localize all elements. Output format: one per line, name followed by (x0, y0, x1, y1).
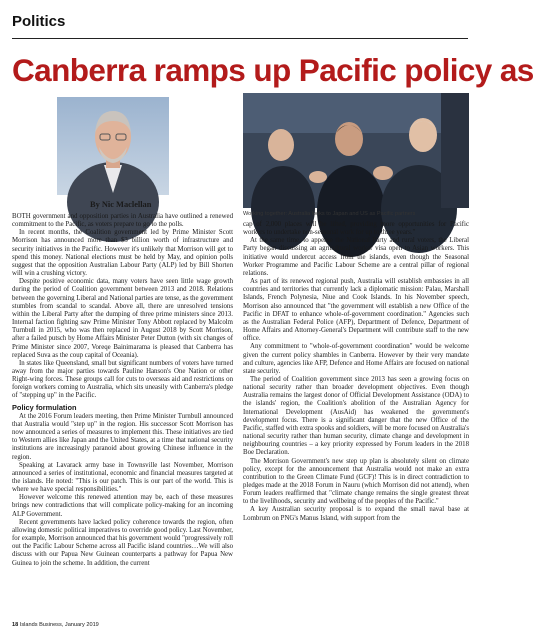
paragraph: Despite positive economic data, many voters have seen little wage growth during the period of Coalition government between 2013 and 2018. Relations between the governing Liberal and National parties are tense, as the government stumbles from scandal to scandal. Above all, there are unresolved tensions within the Liberal Party after the dumping of three prime ministers since 2013. Internal faction fighting saw Prime Minister Tony Abbott replaced by Malcolm Turnbull in 2015, who was then replaced in August 2018 by Scott Morrison, after a failed putsch by Home Affairs Minister Peter Dutton (with six changes of Prime Minister since 2007, Voreqe Bainimarama is pleased that Canberra has replaced Suva as the coup capital of Oceania). (12, 278, 233, 359)
paragraph: Any commitment to "whole-of-government coordination" would be welcome given the current policy shambles in Canberra. However by their very mandate and culture, agencies like AFP, Defence and Home Affairs are focused on national state security. (243, 343, 469, 375)
issue-date: January 2019 (64, 622, 99, 628)
page-number: 18 (12, 622, 19, 628)
paragraph: Recent governments have lacked policy coherence towards the region, often allowing domestic political imperatives to override good policy. Last November, for example, Morrison announced that his government would "progressively roll out the Pacific Labour Scheme across all Pacific island countries…We will also discuss with our Papua New Guinean counterparts a pathway for Papua New Guinea to join the scheme. In addition, the current (12, 518, 233, 567)
photo-caption: Working together: Australia looks to Japan and US as Pacific partners (243, 211, 416, 217)
article-column-2 (243, 221, 469, 523)
paragraph: cap of 2,000 places will be lifted, providing more opportunities for Pacific workers to undertake non-seasonal work for up to three years." (243, 221, 469, 237)
paragraph: A key Australian security proposal is to expand the small naval base at Lombrum on PNG's Manus Island, with support from the (243, 506, 469, 522)
paragraph: At the 2016 Forum leaders meeting, then Prime Minister Turnbull announced that Australia would "step up" in the region. His successor Scott Morrison has now announced a series of measures to implement this. These initiatives are tied to Western allies like Japan and the United States, at a time that national security institutions are increasingly paranoid about growing Chinese influence in the region. (12, 412, 233, 461)
article-column-1 (12, 213, 233, 568)
section-label: Politics (12, 13, 66, 30)
paragraph: At the same time, to appease the National Party and rural voters, the Liberal Party began discussing an agricultural worker visa open to Asian workers. This initiative would undercut access from the islands, even though the Seasonal Worker Programme and Pacific Labour Scheme are a central pillar of regional relations. (243, 237, 469, 277)
leaders-photo (243, 93, 469, 208)
section-rule (12, 38, 468, 39)
paragraph: However welcome this renewed attention may be, each of these measures brings new contradictions that will complicate policy-making for an incoming ALP Government. (12, 494, 233, 518)
byline: By Nic Maclellan (90, 200, 152, 209)
paragraph: Speaking at Lavarack army base in Townsville last November, Morrison announced a series of institutional, economic and financial measures targeted at the islands. He noted: "This is our patch. This is our part of the world. This is where we have special responsibilities." (12, 461, 233, 494)
paragraph: The period of Coalition government since 2013 has seen a growing focus on national security rather than broader development objectives. Even though Australia remains the largest donor of Official Development Assistance (ODA) to the islands' region, the Coalition's abolition of the Australian Agency for International Development (AusAid) has weakened the government's development focus. There is a significant danger that the new Office of the Pacific, staffed with extra spooks and soldiers, will be more focused on Australia's national security rather than human security, climate change and development in neighbouring countries – a key priority expressed by Forum leaders in the 2018 Boe Declaration. (243, 375, 469, 457)
page-footer (12, 622, 99, 628)
publication-name: Islands Business, (19, 622, 64, 628)
paragraph: In states like Queensland, small but significant numbers of voters have turned away from the major parties towards Pauline Hanson's One Nation or other Right-wing forces. These groups call for cuts to overseas aid and restrictions on foreign workers coming to Australia, which sits uneasily with Canberra's pledge of "stepping up" in the Pacific. (12, 359, 233, 400)
headline: Canberra ramps up Pacific policy as (12, 52, 534, 88)
subheading: Policy formulation (12, 402, 77, 412)
paragraph: As part of its renewed regional push, Australia will establish embassies in all countries and territories that currently lack a diplomatic mission: Palau, Marshall Islands, French Polynesia, Niue and Cook Islands. In his November speech, Morrison also announced that "the government will establish a new Office of the Pacific in DFAT to enhance whole-of-government coordination." Agencies such as the Australian Federal Police (AFP), Department of Defence, Department of Home Affairs and Attorney-General's Department will contribute staff to the new office. (243, 278, 469, 343)
paragraph: In recent months, the Coalition government led by Prime Minister Scott Morrison has announced more than $3 billion worth of infrastructure and security initiatives in the Pacific. However it's unlikely that Morrison will get to spend this money. National elections must be held by May, and opinion polls suggest that the opposition Australian Labour Party (ALP) led by Bill Shorten will win a crushing victory. (12, 229, 233, 278)
author-portrait (57, 97, 169, 195)
paragraph: The Morrison Government's new step up plan is absolutely silent on climate policy, except for the announcement that Australia would not make an extra contribution to the Green Climate Fund (GCF)! This is in direct contradiction to pledges made at the 2018 Forum in Nauru (which Morrison did not attend), when Forum leaders reaffirmed that "climate change remains the single greatest threat to the livelihoods, security and wellbeing of the peoples of the Pacific." (243, 457, 469, 506)
paragraph: BOTH government and opposition parties in Australia have outlined a renewed commitment to the Pacific, as voters prepare to go to the polls. (12, 213, 233, 229)
